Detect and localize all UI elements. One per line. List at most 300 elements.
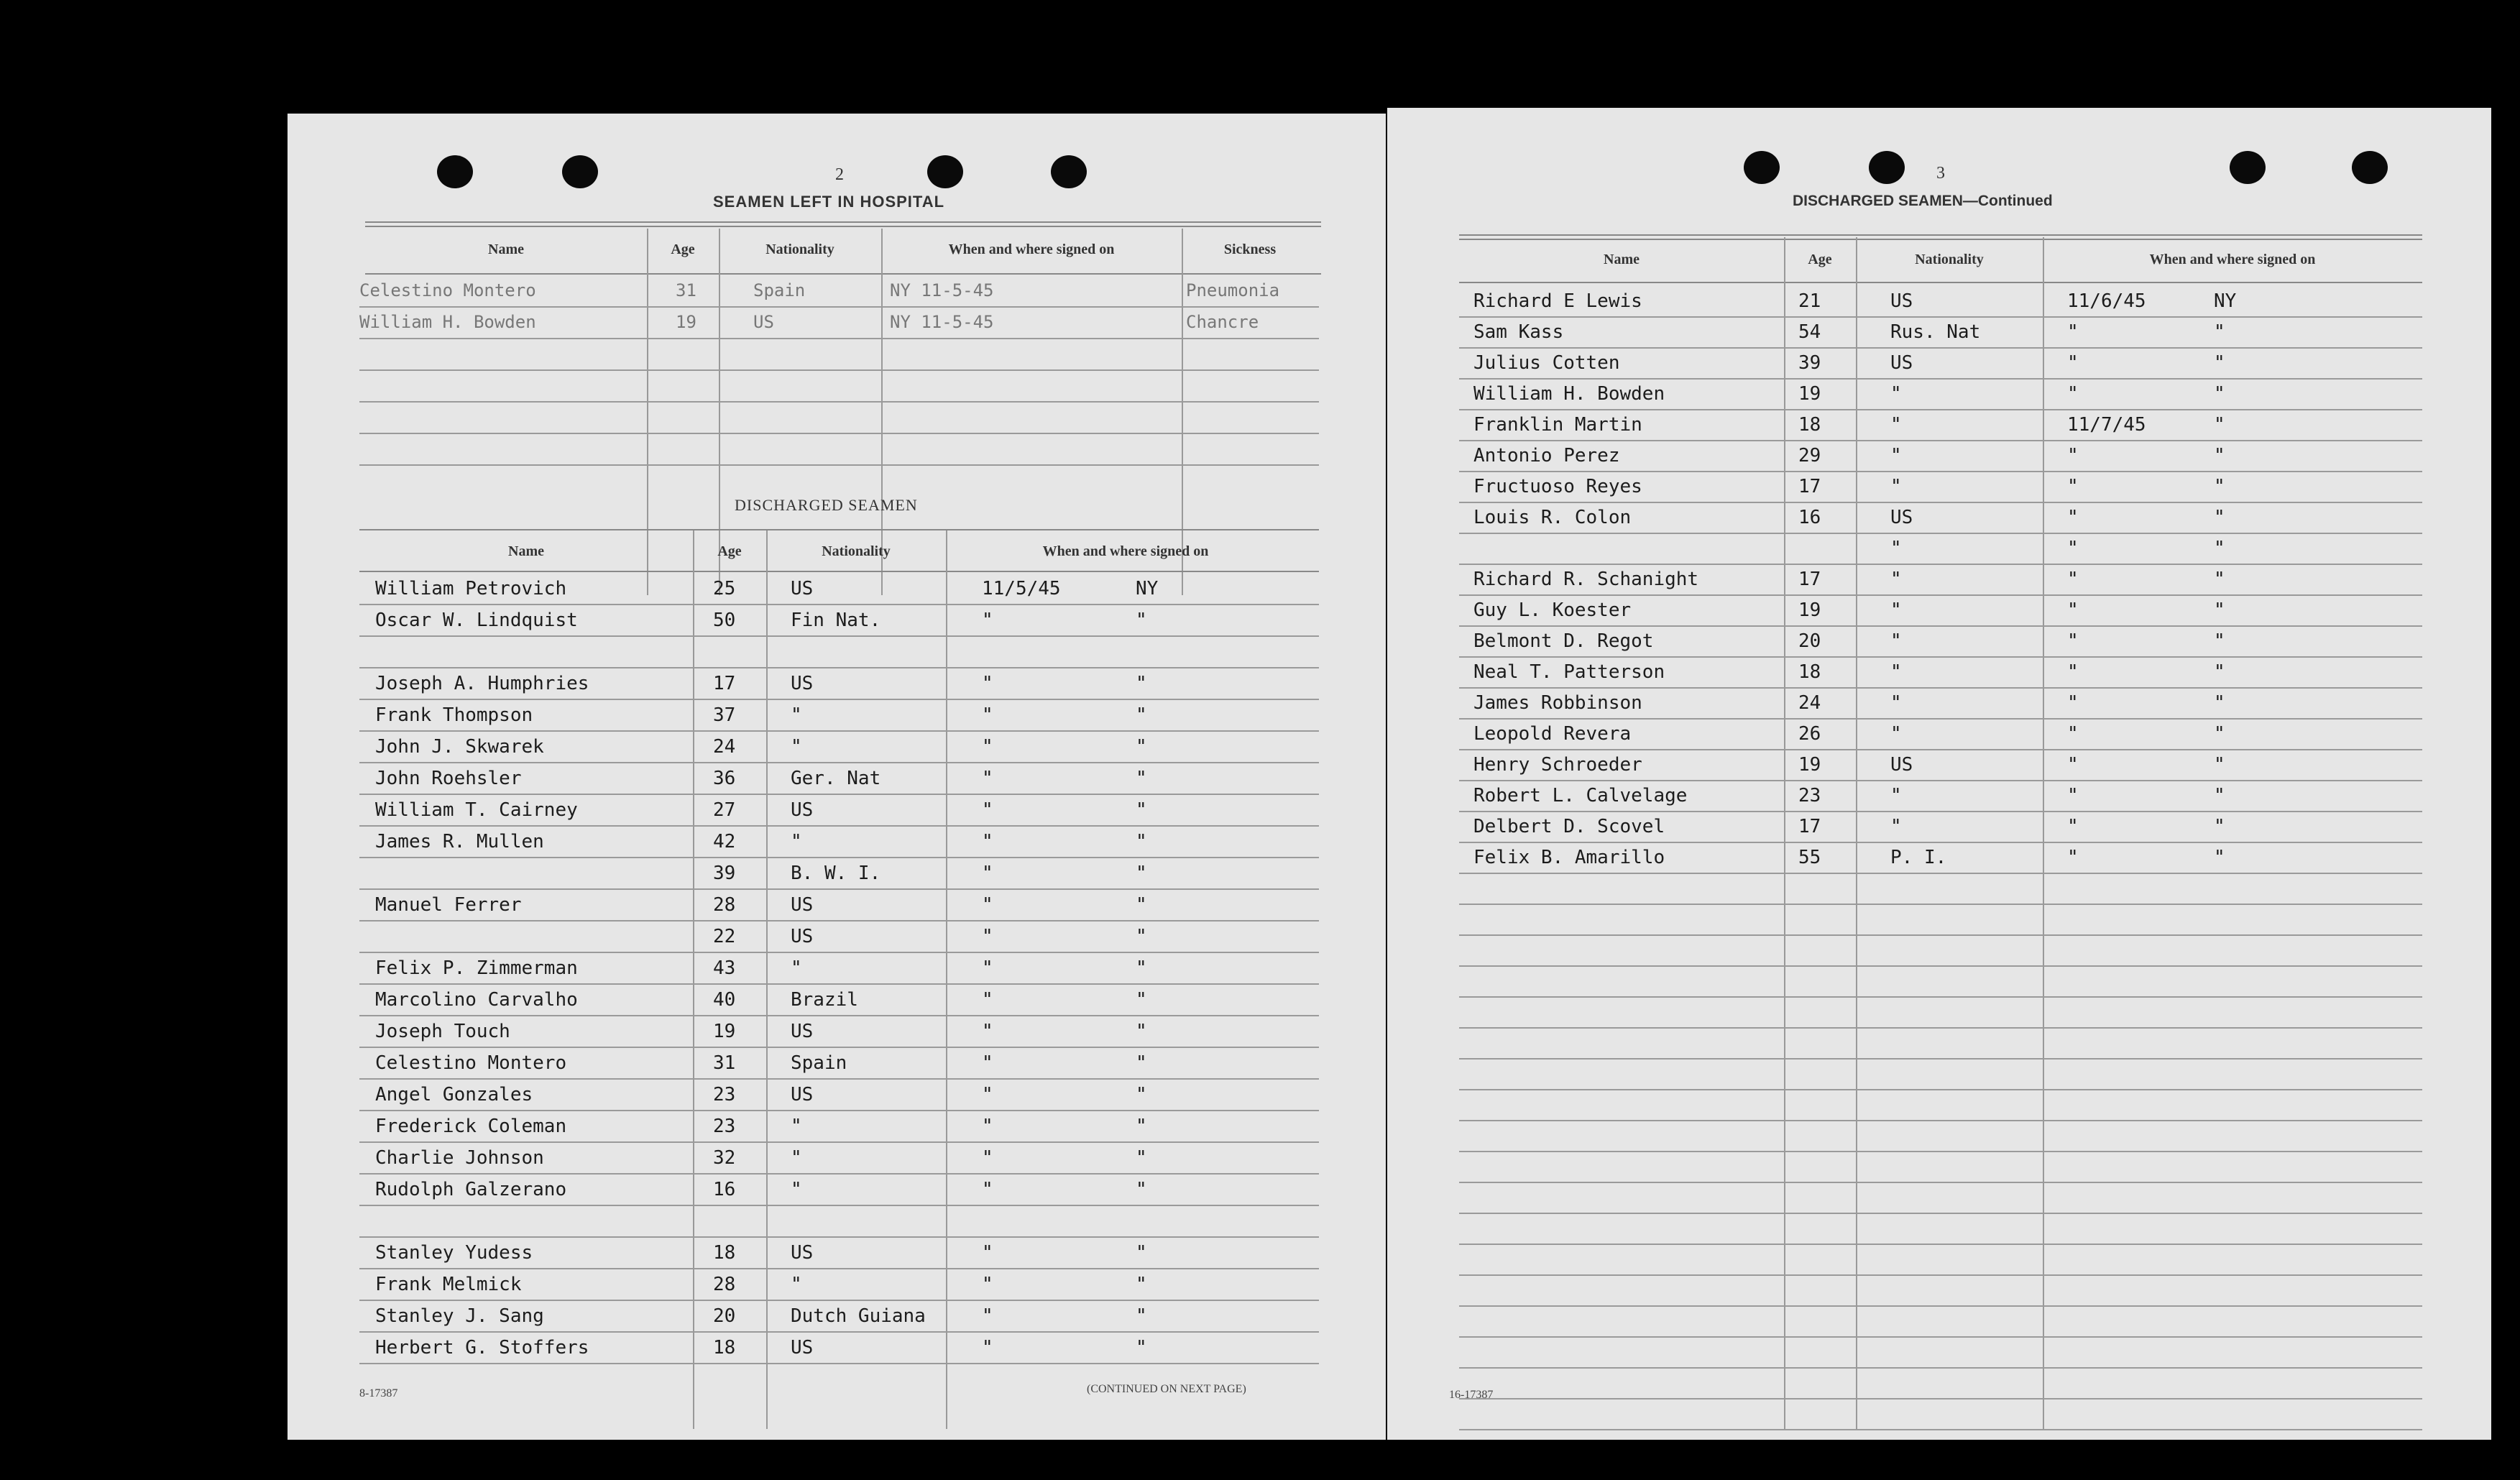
age-cell: 19 [713,1021,736,1042]
column-header: Nationality [765,242,834,257]
column-header: Nationality [1915,252,1984,267]
date-cell: " [982,768,993,789]
left-page [288,114,1386,1440]
name-cell: James Robbinson [1473,692,1642,714]
nationality-cell: US [791,1084,814,1106]
table-row [1459,688,2422,720]
place-cell: " [2214,723,2225,745]
age-cell: 17 [1798,816,1821,837]
table-row [359,985,1319,1016]
name-cell: Joseph A. Humphries [375,673,589,694]
name-cell: Stanley Yudess [375,1242,533,1264]
name-cell: William H. Bowden [359,312,536,332]
nationality-cell: " [791,1147,802,1169]
punch-hole [1869,151,1905,184]
place-cell: NY [1136,578,1159,599]
table-row [1459,966,2422,998]
age-cell: 19 [1798,599,1821,621]
column-header: Sickness [1223,242,1277,257]
place-cell: " [2214,445,2225,466]
table-row [1459,1337,2422,1369]
date-cell: " [982,1305,993,1327]
table-row [359,763,1319,795]
nationality-cell: " [1890,661,1902,683]
age-cell: 31 [713,1052,736,1074]
name-cell: John Roehsler [375,768,522,789]
continued-note: (CONTINUED ON NEXT PAGE) [1087,1383,1246,1395]
page-title: DISCHARGED SEAMEN—Continued [1793,193,2053,209]
nationality-cell: Rus. Nat [1890,321,1981,343]
date-cell: " [982,831,993,852]
age-cell: 42 [713,831,736,852]
table-row [359,1333,1319,1364]
name-cell: Joseph Touch [375,1021,510,1042]
age-cell: 19 [1798,754,1821,776]
age-cell: 39 [713,863,736,884]
place-cell: " [2214,507,2225,528]
nationality-cell: " [1890,476,1902,497]
place-cell: " [1136,926,1147,947]
table-row [1459,348,2422,380]
table-row [359,1175,1319,1206]
name-cell: Marcolino Carvalho [375,989,578,1011]
column-header: When and where signed on [2149,252,2316,267]
table-row [359,1111,1319,1143]
table-row [1459,997,2422,1029]
name-cell: Franklin Martin [1473,414,1642,436]
table-row [359,1206,1319,1238]
nationality-cell: " [1890,383,1902,405]
date-cell: " [982,1021,993,1042]
table-row [359,1238,1319,1269]
place-cell: " [1136,894,1147,916]
date-cell: 11/6/45 [2067,290,2146,312]
nationality-cell: " [791,1116,802,1137]
nationality-cell: " [791,704,802,726]
hospital-section-title: SEAMEN LEFT IN HOSPITAL [713,193,945,211]
date-cell: " [2067,692,2079,714]
place-cell: " [1136,1242,1147,1264]
table-row [359,700,1319,732]
place-cell: " [1136,1084,1147,1106]
name-cell: Frederick Coleman [375,1116,567,1137]
table-row [1459,1306,2422,1338]
place-cell: NY [2214,290,2237,312]
place-cell: " [2214,538,2225,559]
place-cell: " [1136,768,1147,789]
place-cell: " [2214,383,2225,405]
date-cell: " [982,926,993,947]
name-cell: William T. Cairney [375,799,578,821]
name-cell: James R. Mullen [375,831,544,852]
table-row [359,574,1319,605]
name-cell: Stanley J. Sang [375,1305,544,1327]
nationality-cell: US [791,926,814,947]
date-cell: " [982,1337,993,1359]
nationality-cell: US [791,799,814,821]
age-cell: 27 [713,799,736,821]
name-cell: Celestino Montero [359,280,536,300]
nationality-cell: " [1890,723,1902,745]
page-number: 2 [835,165,844,184]
punch-hole [1744,151,1780,184]
name-cell: Henry Schroeder [1473,754,1642,776]
date-cell: " [982,799,993,821]
date-cell: " [982,1116,993,1137]
divider [1459,234,2422,236]
table-row [1459,379,2422,410]
table-row [1459,286,2422,318]
table-row [1459,1090,2422,1121]
column-header: Name [488,242,524,257]
age-cell: 22 [713,926,736,947]
form-number: 16-17387 [1449,1389,1494,1401]
age-cell: 28 [713,894,736,916]
table-row [1459,1244,2422,1276]
date-cell: " [982,1147,993,1169]
table-row [1459,1182,2422,1214]
age-cell: 37 [713,704,736,726]
table-row [359,1143,1319,1175]
punch-hole [1051,155,1087,188]
date-cell: " [2067,754,2079,776]
date-cell: " [2067,785,2079,806]
age-cell: 20 [1798,630,1821,652]
place-cell: " [2214,414,2225,436]
name-cell: John J. Skwarek [375,736,544,758]
table-row [359,732,1319,763]
name-cell: Angel Gonzales [375,1084,533,1106]
name-cell: Celestino Montero [375,1052,567,1074]
row-rule [359,464,1319,466]
table-row [1459,750,2422,781]
place-cell: " [1136,1147,1147,1169]
page-number: 3 [1936,164,1945,183]
nationality-cell: Ger. Nat [791,768,881,789]
place-cell: " [2214,816,2225,837]
name-cell: Louis R. Colon [1473,507,1632,528]
signed-cell: NY 11-5-45 [890,312,994,332]
nationality-cell: US [791,578,814,599]
row-rule [359,1363,1319,1364]
age-cell: 18 [1798,414,1821,436]
nationality-cell: Spain [753,280,806,300]
name-cell: Guy L. Koester [1473,599,1632,621]
place-cell: " [1136,1052,1147,1074]
name-cell: Richard R. Schanight [1473,569,1699,590]
table-row [359,308,1319,339]
age-cell: 32 [713,1147,736,1169]
name-cell: Julius Cotten [1473,352,1620,374]
name-cell: Richard E Lewis [1473,290,1642,312]
date-cell: " [2067,476,2079,497]
place-cell: " [2214,599,2225,621]
name-cell: Oscar W. Lindquist [375,610,578,631]
place-cell: " [2214,321,2225,343]
table-row [1459,1028,2422,1060]
nationality-cell: " [791,1179,802,1200]
place-cell: " [1136,673,1147,694]
table-row [359,1016,1319,1048]
column-header: When and where signed on [1042,543,1209,559]
age-cell: 18 [713,1337,736,1359]
nationality-cell: Spain [791,1052,847,1074]
table-row [359,1269,1319,1301]
nationality-cell: US [791,1242,814,1264]
nationality-cell: " [1890,816,1902,837]
nationality-cell: " [791,1274,802,1295]
table-row [1459,1213,2422,1245]
date-cell: " [982,989,993,1011]
place-cell: " [2214,785,2225,806]
punch-hole [2352,151,2388,184]
place-cell: " [2214,754,2225,776]
column-header: Age [1808,252,1832,267]
age-cell: 23 [713,1084,736,1106]
name-cell: Frank Thompson [375,704,533,726]
column-header: When and where signed on [948,242,1115,257]
table-row [1459,873,2422,905]
nationality-cell: US [1890,352,1913,374]
nationality-cell: " [791,831,802,852]
age-cell: 24 [1798,692,1821,714]
nationality-cell: " [791,957,802,979]
place-cell: " [1136,1179,1147,1200]
age-cell: 18 [1798,661,1821,683]
nationality-cell: US [791,673,814,694]
divider [1459,239,2422,240]
age-cell: 19 [676,312,696,332]
name-cell: Fructuoso Reyes [1473,476,1642,497]
place-cell: " [1136,736,1147,758]
age-cell: 36 [713,768,736,789]
date-cell: " [982,736,993,758]
name-cell: Frank Melmick [375,1274,522,1295]
table-row [359,1080,1319,1111]
date-cell: " [2067,723,2079,745]
nationality-cell: US [1890,290,1913,312]
table-row [1459,472,2422,503]
age-cell: 18 [713,1242,736,1264]
nationality-cell: " [1890,414,1902,436]
table-row [359,637,1319,668]
date-cell: 11/5/45 [982,578,1061,599]
table-row [359,403,1319,434]
table-row [1459,1121,2422,1152]
table-row [1459,1059,2422,1090]
table-row [359,371,1319,403]
place-cell: " [1136,610,1147,631]
date-cell: " [2067,538,2079,559]
sickness-cell: Pneumonia [1186,280,1280,300]
nationality-cell: US [791,894,814,916]
nationality-cell: Dutch Guiana [791,1305,926,1327]
name-cell: Belmont D. Regot [1473,630,1654,652]
age-cell: 31 [676,280,696,300]
date-cell: " [982,1052,993,1074]
place-cell: " [2214,630,2225,652]
date-cell: " [2067,321,2079,343]
table-row [359,858,1319,890]
place-cell: " [1136,957,1147,979]
table-row [359,795,1319,827]
divider [359,529,1319,530]
nationality-cell: " [791,736,802,758]
nationality-cell: " [1890,692,1902,714]
table-row [359,921,1319,953]
table-row [359,434,1319,466]
table-row [1459,935,2422,967]
table-row [1459,533,2422,565]
age-cell: 40 [713,989,736,1011]
nationality-cell: P. I. [1890,847,1947,868]
place-cell: " [2214,352,2225,374]
age-cell: 20 [713,1305,736,1327]
date-cell: " [2067,661,2079,683]
age-cell: 21 [1798,290,1821,312]
place-cell: " [1136,1337,1147,1359]
punch-hole [562,155,598,188]
date-cell: " [2067,569,2079,590]
name-cell: Leopold Revera [1473,723,1632,745]
table-row [359,668,1319,700]
punch-hole [927,155,963,188]
name-cell: Herbert G. Stoffers [375,1337,589,1359]
nationality-cell: Fin Nat. [791,610,881,631]
date-cell: " [2067,599,2079,621]
signed-cell: NY 11-5-45 [890,280,994,300]
age-cell: 17 [1798,569,1821,590]
age-cell: 50 [713,610,736,631]
place-cell: " [2214,569,2225,590]
name-cell: Robert L. Calvelage [1473,785,1688,806]
name-cell: Antonio Perez [1473,445,1620,466]
table-row [359,827,1319,858]
table-row [1459,812,2422,843]
age-cell: 54 [1798,321,1821,343]
age-cell: 17 [1798,476,1821,497]
table-row [1459,904,2422,936]
punch-hole [2230,151,2266,184]
place-cell: " [1136,1021,1147,1042]
table-row [1459,410,2422,441]
age-cell: 24 [713,736,736,758]
place-cell: " [1136,1116,1147,1137]
nationality-cell: Brazil [791,989,858,1011]
name-cell: William H. Bowden [1473,383,1665,405]
discharged-section-title: DISCHARGED SEAMEN [735,496,918,514]
date-cell: " [982,1242,993,1264]
nationality-cell: " [1890,445,1902,466]
column-header: Age [717,543,742,559]
table-row [1459,564,2422,596]
place-cell: " [1136,863,1147,884]
date-cell: " [2067,816,2079,837]
date-cell: " [982,1084,993,1106]
form-number: 8-17387 [359,1387,398,1399]
date-cell: " [2067,383,2079,405]
age-cell: 26 [1798,723,1821,745]
nationality-cell: " [1890,630,1902,652]
divider [1459,282,2422,283]
nationality-cell: US [791,1021,814,1042]
table-row [1459,1275,2422,1307]
column-header: Name [1604,252,1640,267]
date-cell: " [982,673,993,694]
column-header: Name [508,543,544,559]
table-row [359,890,1319,921]
row-rule [1459,1429,2422,1430]
place-cell: " [1136,799,1147,821]
name-cell: Rudolph Galzerano [375,1179,567,1200]
column-header: Age [671,242,695,257]
column-header: Nationality [822,543,891,559]
table-row [1459,1399,2422,1430]
divider [365,221,1321,223]
nationality-cell: " [1890,538,1902,559]
place-cell: " [2214,476,2225,497]
place-cell: " [1136,1305,1147,1327]
table-row [1459,595,2422,627]
table-row [359,339,1319,371]
place-cell: " [1136,989,1147,1011]
age-cell: 16 [1798,507,1821,528]
punch-hole [437,155,473,188]
date-cell: " [2067,507,2079,528]
place-cell: " [1136,704,1147,726]
name-cell: Neal T. Patterson [1473,661,1665,683]
name-cell: Charlie Johnson [375,1147,544,1169]
place-cell: " [1136,831,1147,852]
place-cell: " [1136,1274,1147,1295]
sickness-cell: Chancre [1186,312,1259,332]
age-cell: 43 [713,957,736,979]
age-cell: 39 [1798,352,1821,374]
age-cell: 19 [1798,383,1821,405]
date-cell: " [982,894,993,916]
date-cell: " [2067,630,2079,652]
date-cell: " [2067,445,2079,466]
date-cell: " [982,1274,993,1295]
date-cell: " [982,863,993,884]
divider [359,571,1319,572]
nationality-cell: US [1890,754,1913,776]
table-row [1459,502,2422,534]
table-row [359,276,1319,308]
divider [365,226,1321,227]
age-cell: 28 [713,1274,736,1295]
date-cell: " [982,957,993,979]
nationality-cell: " [1890,569,1902,590]
date-cell: " [2067,352,2079,374]
date-cell: " [982,1179,993,1200]
table-row [359,605,1319,637]
place-cell: " [2214,847,2225,868]
right-page [1387,108,2491,1440]
table-row [1459,781,2422,812]
nationality-cell: US [753,312,774,332]
nationality-cell: US [791,1337,814,1359]
table-row [1459,1152,2422,1183]
table-row [1459,317,2422,349]
name-cell: Manuel Ferrer [375,894,522,916]
date-cell: 11/7/45 [2067,414,2146,436]
nationality-cell: US [1890,507,1913,528]
name-cell: Felix B. Amarillo [1473,847,1665,868]
place-cell: " [2214,692,2225,714]
table-row [1459,719,2422,750]
name-cell: William Petrovich [375,578,567,599]
